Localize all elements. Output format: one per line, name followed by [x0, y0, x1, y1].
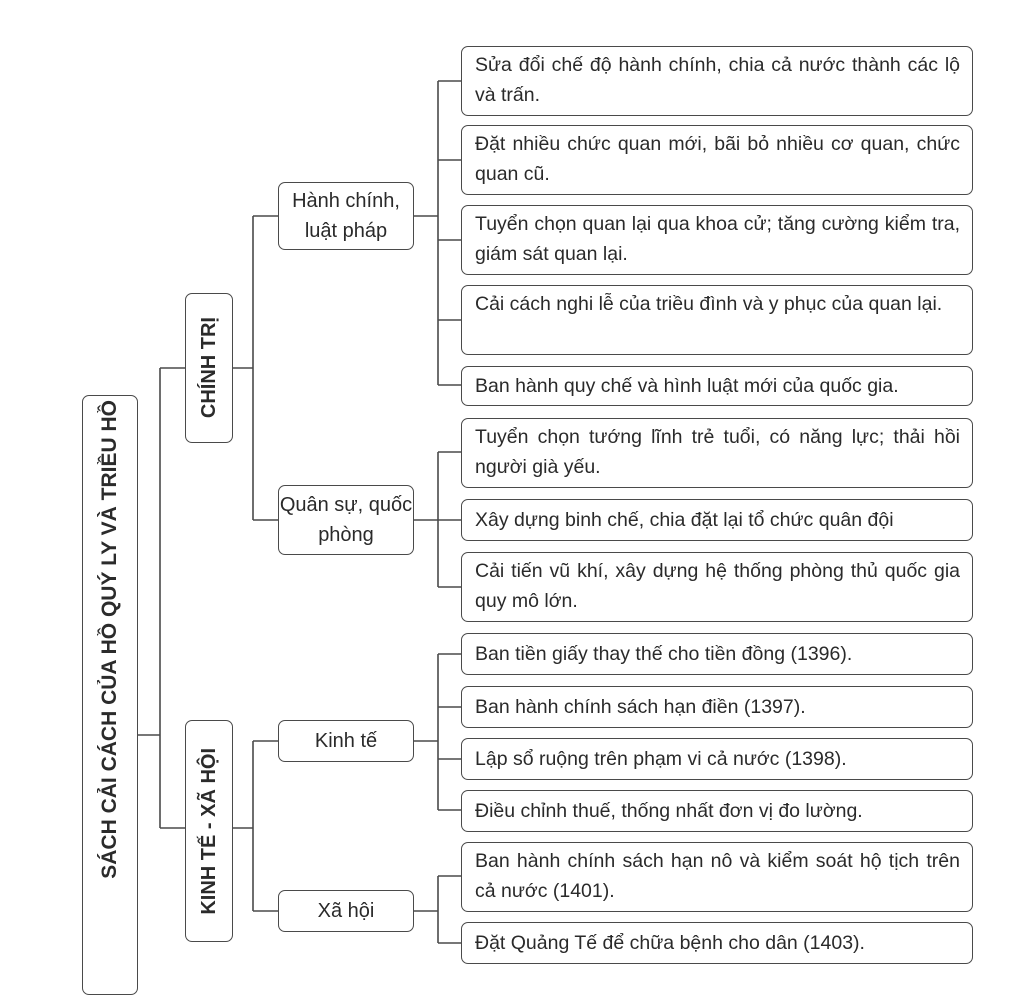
leaf-text: Cải tiến vũ khí, xây dựng hệ thống phòng thủ quốc gia quy mô lớn. [475, 560, 960, 612]
leaf-text: Tuyển chọn quan lại qua khoa cử; tăng cường kiểm tra, giám sát quan lại. [475, 213, 960, 265]
leaf-text: Xây dựng binh chế, chia đặt lại tổ chức quân đội [475, 509, 894, 531]
leaf-item [461, 366, 973, 406]
group-quan-su [278, 485, 414, 555]
leaf-item [461, 633, 973, 675]
root-label: SÁCH CẢI CÁCH CỦA HỒ QUÝ LY VÀ TRIỀU HỒ [98, 400, 121, 879]
leaf-text: Cải cách nghi lễ của triều đình và y phục của quan lại. [475, 293, 943, 315]
leaf-item [461, 285, 973, 355]
leaf-item [461, 738, 973, 780]
leaf-item [461, 922, 973, 964]
group-label: Kinh tế [314, 730, 378, 752]
branch-kinh-te-xa-hoi [185, 720, 233, 942]
leaf-item [461, 552, 973, 622]
group-label: Hành chính, luật pháp [292, 190, 400, 242]
branch-label: KINH TẾ - XÃ HỘI [197, 747, 220, 915]
leaf-item [461, 125, 973, 195]
group-hanh-chinh [278, 182, 414, 250]
leaf-item [461, 790, 973, 832]
leaf-text: Đặt nhiều chức quan mới, bãi bỏ nhiều cơ quan, chức quan cũ. [475, 133, 960, 185]
branch-chinh-tri [185, 293, 233, 443]
group-label: Quân sự, quốc phòng [279, 494, 413, 546]
leaf-text: Ban hành chính sách hạn nô và kiểm soát hộ tịch trên cả nước (1401). [475, 850, 960, 902]
branch-label: CHÍNH TRỊ [197, 317, 220, 419]
group-kinh-te [278, 720, 414, 762]
leaf-item [461, 499, 973, 541]
root-node [82, 395, 138, 995]
leaf-item [461, 46, 973, 116]
leaf-text: Lập sổ ruộng trên phạm vi cả nước (1398). [475, 748, 847, 770]
leaf-text: Đặt Quảng Tế để chữa bệnh cho dân (1403). [475, 932, 865, 954]
leaf-item [461, 842, 973, 912]
leaf-text: Tuyển chọn tướng lĩnh trẻ tuổi, có năng lực; thải hồi người già yếu. [475, 426, 960, 478]
leaf-text: Sửa đổi chế độ hành chính, chia cả nước thành các lộ và trấn. [475, 54, 960, 106]
leaf-text: Ban hành chính sách hạn điền (1397). [475, 696, 806, 718]
leaf-text: Ban tiền giấy thay thế cho tiền đồng (1396). [475, 643, 853, 665]
leaf-text: Điều chỉnh thuế, thống nhất đơn vị đo lường. [475, 800, 863, 822]
leaf-text: Ban hành quy chế và hình luật mới của quốc gia. [475, 375, 899, 397]
leaf-item [461, 686, 973, 728]
leaf-item [461, 418, 973, 488]
group-label: Xã hội [317, 900, 375, 922]
leaf-item [461, 205, 973, 275]
group-xa-hoi [278, 890, 414, 932]
